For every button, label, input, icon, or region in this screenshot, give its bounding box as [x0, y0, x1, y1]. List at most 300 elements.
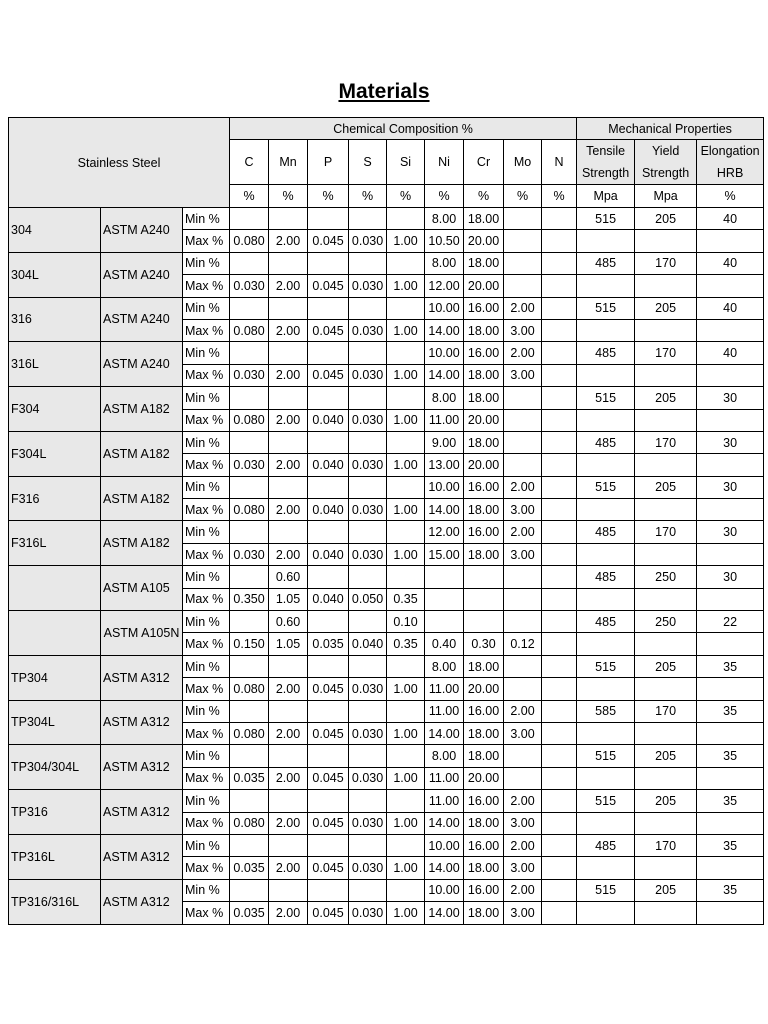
mech-empty-2 — [697, 902, 764, 924]
min-value-cr: 18.00 — [464, 431, 504, 453]
mech-value-1: 250 — [635, 566, 697, 588]
mech-value-1: 170 — [635, 342, 697, 364]
min-value-p — [308, 521, 349, 543]
min-value-cr: 18.00 — [464, 252, 504, 274]
min-value-mo — [504, 745, 542, 767]
mech-value-0: 515 — [577, 208, 635, 230]
max-value-cr: 20.00 — [464, 678, 504, 700]
mech-value-1: 205 — [635, 790, 697, 812]
max-value-ni: 14.00 — [425, 857, 464, 879]
min-value-cr: 16.00 — [464, 342, 504, 364]
max-value-n — [542, 275, 577, 297]
min-value-cr — [464, 611, 504, 633]
min-value-n — [542, 476, 577, 498]
min-label: Min % — [183, 790, 230, 812]
mech-empty-0 — [577, 409, 635, 431]
min-value-p — [308, 476, 349, 498]
max-value-si: 1.00 — [387, 409, 425, 431]
min-value-c — [230, 387, 269, 409]
max-value-c: 0.080 — [230, 499, 269, 521]
max-value-n — [542, 543, 577, 565]
max-value-mn: 2.00 — [269, 454, 308, 476]
min-value-ni: 12.00 — [425, 521, 464, 543]
min-value-cr: 16.00 — [464, 297, 504, 319]
min-value-s — [349, 208, 387, 230]
mech-empty-0 — [577, 633, 635, 655]
spec-cell: ASTM A105N — [101, 611, 183, 656]
max-value-s: 0.030 — [349, 857, 387, 879]
spec-cell: ASTM A182 — [101, 521, 183, 566]
mech-value-0: 485 — [577, 611, 635, 633]
max-label: Max % — [183, 902, 230, 924]
table-row-min — [9, 700, 764, 722]
max-value-si: 1.00 — [387, 319, 425, 341]
min-value-cr: 16.00 — [464, 700, 504, 722]
min-value-si — [387, 387, 425, 409]
max-value-mo: 3.00 — [504, 812, 542, 834]
mech-value-2: 40 — [697, 342, 764, 364]
mech-value-2: 40 — [697, 297, 764, 319]
max-value-s: 0.030 — [349, 454, 387, 476]
min-value-s — [349, 700, 387, 722]
mech-unit-header-1: Mpa — [635, 185, 697, 208]
max-value-ni: 14.00 — [425, 499, 464, 521]
min-value-c — [230, 566, 269, 588]
max-value-ni: 14.00 — [425, 812, 464, 834]
spec-cell: ASTM A182 — [101, 476, 183, 521]
grade-cell: 304L — [9, 252, 101, 297]
max-value-ni: 14.00 — [425, 364, 464, 386]
max-value-mo: 3.00 — [504, 499, 542, 521]
max-value-cr: 18.00 — [464, 364, 504, 386]
min-value-cr: 18.00 — [464, 208, 504, 230]
spec-cell: ASTM A240 — [101, 342, 183, 387]
max-value-s: 0.030 — [349, 409, 387, 431]
mech-empty-1 — [635, 409, 697, 431]
min-label: Min % — [183, 879, 230, 901]
max-value-s: 0.030 — [349, 364, 387, 386]
mech-header-line: HRB — [716, 166, 744, 180]
min-value-c — [230, 700, 269, 722]
max-value-cr: 20.00 — [464, 767, 504, 789]
max-value-n — [542, 319, 577, 341]
min-value-mo — [504, 387, 542, 409]
mech-value-2: 35 — [697, 655, 764, 677]
min-value-p — [308, 342, 349, 364]
max-value-mn: 2.00 — [269, 678, 308, 700]
min-value-mo — [504, 252, 542, 274]
mech-empty-1 — [635, 767, 697, 789]
element-header-mo: Mo — [504, 140, 542, 185]
min-value-mo: 2.00 — [504, 297, 542, 319]
max-value-ni: 14.00 — [425, 319, 464, 341]
mech-value-1: 170 — [635, 431, 697, 453]
mech-empty-1 — [635, 319, 697, 341]
mech-value-0: 485 — [577, 342, 635, 364]
table-row-min — [9, 790, 764, 812]
max-value-cr: 18.00 — [464, 543, 504, 565]
mech-value-0: 515 — [577, 476, 635, 498]
max-value-c: 0.030 — [230, 364, 269, 386]
spec-cell: ASTM A105 — [101, 566, 183, 611]
min-value-mo: 2.00 — [504, 342, 542, 364]
max-value-c: 0.030 — [230, 275, 269, 297]
grade-cell: F304 — [9, 387, 101, 432]
max-value-c: 0.080 — [230, 409, 269, 431]
max-value-ni: 15.00 — [425, 543, 464, 565]
element-header-s: S — [349, 140, 387, 185]
max-value-ni: 11.00 — [425, 767, 464, 789]
max-value-cr: 20.00 — [464, 230, 504, 252]
min-value-mo — [504, 208, 542, 230]
max-label: Max % — [183, 319, 230, 341]
max-value-p: 0.045 — [308, 275, 349, 297]
min-value-n — [542, 611, 577, 633]
chemical-composition-header: Chemical Composition % — [230, 118, 577, 140]
mech-empty-0 — [577, 588, 635, 610]
max-value-si: 1.00 — [387, 722, 425, 744]
grade-cell: TP316/316L — [9, 879, 101, 924]
mech-value-1: 170 — [635, 521, 697, 543]
max-label: Max % — [183, 230, 230, 252]
spec-cell: ASTM A182 — [101, 387, 183, 432]
element-header-cr: Cr — [464, 140, 504, 185]
max-value-mn: 2.00 — [269, 499, 308, 521]
table-row-min — [9, 297, 764, 319]
max-value-c: 0.080 — [230, 230, 269, 252]
min-value-mn — [269, 879, 308, 901]
min-value-c — [230, 476, 269, 498]
mech-unit-header-2: % — [697, 185, 764, 208]
max-value-mn: 2.00 — [269, 857, 308, 879]
mech-empty-0 — [577, 722, 635, 744]
mech-empty-1 — [635, 588, 697, 610]
max-value-mo — [504, 230, 542, 252]
mech-value-1: 205 — [635, 297, 697, 319]
min-value-ni: 10.00 — [425, 297, 464, 319]
min-label: Min % — [183, 834, 230, 856]
min-label: Min % — [183, 387, 230, 409]
min-value-si — [387, 790, 425, 812]
max-value-si: 1.00 — [387, 678, 425, 700]
element-header-mn: Mn — [269, 140, 308, 185]
unit-header-n: % — [542, 185, 577, 208]
min-value-c — [230, 252, 269, 274]
max-label: Max % — [183, 812, 230, 834]
mech-value-0: 485 — [577, 252, 635, 274]
element-header-p: P — [308, 140, 349, 185]
min-label: Min % — [183, 476, 230, 498]
min-value-si — [387, 879, 425, 901]
min-value-si — [387, 476, 425, 498]
min-value-ni — [425, 611, 464, 633]
mech-header-line: Elongation — [700, 144, 760, 158]
min-value-p — [308, 431, 349, 453]
max-value-mn: 2.00 — [269, 902, 308, 924]
max-value-n — [542, 409, 577, 431]
grade-cell: TP316 — [9, 790, 101, 835]
max-value-mn: 2.00 — [269, 543, 308, 565]
min-value-n — [542, 745, 577, 767]
mech-empty-0 — [577, 364, 635, 386]
mech-value-2: 40 — [697, 208, 764, 230]
max-value-ni — [425, 588, 464, 610]
min-label: Min % — [183, 297, 230, 319]
max-value-si: 1.00 — [387, 767, 425, 789]
mech-value-0: 485 — [577, 431, 635, 453]
min-value-n — [542, 790, 577, 812]
max-label: Max % — [183, 409, 230, 431]
min-value-mo — [504, 611, 542, 633]
min-value-s — [349, 611, 387, 633]
max-value-c: 0.030 — [230, 454, 269, 476]
min-label: Min % — [183, 611, 230, 633]
max-value-mn: 2.00 — [269, 722, 308, 744]
mech-value-1: 205 — [635, 387, 697, 409]
max-value-n — [542, 722, 577, 744]
max-value-si: 1.00 — [387, 364, 425, 386]
element-header-c: C — [230, 140, 269, 185]
max-value-p: 0.045 — [308, 902, 349, 924]
min-value-mo: 2.00 — [504, 521, 542, 543]
min-value-c — [230, 611, 269, 633]
mech-value-2: 22 — [697, 611, 764, 633]
max-value-cr: 18.00 — [464, 722, 504, 744]
max-label: Max % — [183, 633, 230, 655]
element-header-ni: Ni — [425, 140, 464, 185]
max-value-p: 0.045 — [308, 230, 349, 252]
max-value-si: 0.35 — [387, 633, 425, 655]
min-value-p — [308, 745, 349, 767]
table-row-min — [9, 387, 764, 409]
max-value-si: 1.00 — [387, 454, 425, 476]
max-value-s: 0.030 — [349, 812, 387, 834]
min-value-n — [542, 342, 577, 364]
mech-value-0: 485 — [577, 566, 635, 588]
grade-cell: F316L — [9, 521, 101, 566]
spec-cell: ASTM A312 — [101, 879, 183, 924]
max-value-mn: 2.00 — [269, 230, 308, 252]
max-value-ni: 14.00 — [425, 902, 464, 924]
mech-value-0: 515 — [577, 790, 635, 812]
min-value-c — [230, 208, 269, 230]
max-value-si: 1.00 — [387, 902, 425, 924]
min-value-ni: 8.00 — [425, 387, 464, 409]
min-value-n — [542, 700, 577, 722]
min-value-c — [230, 342, 269, 364]
mech-value-2: 30 — [697, 387, 764, 409]
max-value-s: 0.030 — [349, 543, 387, 565]
max-value-mo: 3.00 — [504, 722, 542, 744]
max-value-s: 0.030 — [349, 319, 387, 341]
mech-unit-header-0: Mpa — [577, 185, 635, 208]
min-value-p — [308, 655, 349, 677]
max-value-p: 0.040 — [308, 499, 349, 521]
mech-value-1: 170 — [635, 834, 697, 856]
min-value-si — [387, 342, 425, 364]
min-value-n — [542, 521, 577, 543]
mech-value-2: 30 — [697, 431, 764, 453]
max-value-n — [542, 857, 577, 879]
mech-value-0: 585 — [577, 700, 635, 722]
min-value-ni: 10.00 — [425, 476, 464, 498]
min-label: Min % — [183, 208, 230, 230]
max-value-mo: 0.12 — [504, 633, 542, 655]
min-value-p — [308, 790, 349, 812]
min-value-s — [349, 342, 387, 364]
min-value-p — [308, 387, 349, 409]
min-label: Min % — [183, 745, 230, 767]
max-value-n — [542, 812, 577, 834]
min-value-ni: 8.00 — [425, 655, 464, 677]
max-value-c: 0.035 — [230, 902, 269, 924]
min-value-n — [542, 297, 577, 319]
min-value-mn: 0.60 — [269, 611, 308, 633]
max-value-cr: 18.00 — [464, 319, 504, 341]
min-value-mo — [504, 655, 542, 677]
max-value-p: 0.045 — [308, 857, 349, 879]
min-label: Min % — [183, 566, 230, 588]
min-value-cr: 18.00 — [464, 655, 504, 677]
min-value-mn — [269, 700, 308, 722]
max-value-s: 0.030 — [349, 230, 387, 252]
max-value-cr: 18.00 — [464, 499, 504, 521]
min-value-mn — [269, 834, 308, 856]
max-value-s: 0.030 — [349, 722, 387, 744]
mech-value-0: 485 — [577, 834, 635, 856]
max-value-n — [542, 454, 577, 476]
min-value-si: 0.10 — [387, 611, 425, 633]
max-value-si: 1.00 — [387, 812, 425, 834]
min-value-cr — [464, 566, 504, 588]
max-value-p: 0.045 — [308, 364, 349, 386]
spec-cell: ASTM A312 — [101, 655, 183, 700]
max-value-cr: 20.00 — [464, 454, 504, 476]
mech-empty-1 — [635, 722, 697, 744]
max-value-n — [542, 767, 577, 789]
mech-value-1: 170 — [635, 252, 697, 274]
spec-cell: ASTM A182 — [101, 431, 183, 476]
min-label: Min % — [183, 431, 230, 453]
grade-cell: TP304L — [9, 700, 101, 745]
min-value-p — [308, 611, 349, 633]
min-value-ni: 8.00 — [425, 745, 464, 767]
max-value-n — [542, 499, 577, 521]
min-value-s — [349, 745, 387, 767]
min-value-mo — [504, 431, 542, 453]
min-value-c — [230, 297, 269, 319]
min-value-mn — [269, 297, 308, 319]
min-label: Min % — [183, 521, 230, 543]
max-value-s: 0.030 — [349, 902, 387, 924]
min-value-c — [230, 790, 269, 812]
page-title: Materials — [338, 80, 430, 103]
max-value-cr: 20.00 — [464, 275, 504, 297]
grade-cell: F304L — [9, 431, 101, 476]
unit-header-mn: % — [269, 185, 308, 208]
max-value-s: 0.030 — [349, 767, 387, 789]
max-value-si: 1.00 — [387, 230, 425, 252]
max-value-c: 0.030 — [230, 543, 269, 565]
mech-empty-2 — [697, 812, 764, 834]
grade-cell: TP304/304L — [9, 745, 101, 790]
min-value-s — [349, 252, 387, 274]
mech-value-1: 205 — [635, 655, 697, 677]
max-label: Max % — [183, 275, 230, 297]
min-value-mn — [269, 252, 308, 274]
mech-value-2: 35 — [697, 834, 764, 856]
min-value-p — [308, 700, 349, 722]
max-value-cr: 0.30 — [464, 633, 504, 655]
unit-header-ni: % — [425, 185, 464, 208]
mech-value-1: 250 — [635, 611, 697, 633]
min-value-si — [387, 431, 425, 453]
mech-empty-2 — [697, 454, 764, 476]
max-value-p: 0.035 — [308, 633, 349, 655]
max-value-n — [542, 902, 577, 924]
min-value-n — [542, 252, 577, 274]
max-value-mn: 2.00 — [269, 364, 308, 386]
min-value-mo: 2.00 — [504, 790, 542, 812]
mech-empty-0 — [577, 319, 635, 341]
materials-table — [8, 117, 764, 925]
element-header-si: Si — [387, 140, 425, 185]
max-value-s: 0.040 — [349, 633, 387, 655]
min-value-mo: 2.00 — [504, 476, 542, 498]
max-value-ni: 11.00 — [425, 678, 464, 700]
min-value-mo: 2.00 — [504, 834, 542, 856]
mech-empty-2 — [697, 543, 764, 565]
max-value-si: 1.00 — [387, 499, 425, 521]
mech-empty-1 — [635, 364, 697, 386]
mech-empty-1 — [635, 454, 697, 476]
mech-empty-2 — [697, 319, 764, 341]
max-value-p: 0.045 — [308, 678, 349, 700]
unit-header-mo: % — [504, 185, 542, 208]
min-value-s — [349, 834, 387, 856]
min-value-s — [349, 521, 387, 543]
min-label: Min % — [183, 700, 230, 722]
min-value-cr: 16.00 — [464, 476, 504, 498]
unit-header-c: % — [230, 185, 269, 208]
min-value-mo: 2.00 — [504, 879, 542, 901]
table-row-min — [9, 834, 764, 856]
min-value-ni: 10.00 — [425, 879, 464, 901]
min-value-s — [349, 297, 387, 319]
min-label: Min % — [183, 655, 230, 677]
mech-header-line: Strength — [641, 166, 690, 180]
min-value-mn: 0.60 — [269, 566, 308, 588]
mech-value-2: 35 — [697, 790, 764, 812]
unit-header-p: % — [308, 185, 349, 208]
max-value-mn: 2.00 — [269, 275, 308, 297]
mech-value-1: 205 — [635, 745, 697, 767]
mech-value-2: 35 — [697, 879, 764, 901]
min-value-mo: 2.00 — [504, 700, 542, 722]
spec-cell: ASTM A240 — [101, 208, 183, 253]
min-value-si — [387, 208, 425, 230]
table-row-min — [9, 745, 764, 767]
max-value-n — [542, 230, 577, 252]
mech-value-0: 515 — [577, 297, 635, 319]
min-value-si — [387, 252, 425, 274]
grade-cell: 316 — [9, 297, 101, 342]
max-value-p: 0.045 — [308, 812, 349, 834]
mech-value-2: 35 — [697, 700, 764, 722]
max-value-mo: 3.00 — [504, 902, 542, 924]
grade-cell: 304 — [9, 208, 101, 253]
min-value-mn — [269, 431, 308, 453]
